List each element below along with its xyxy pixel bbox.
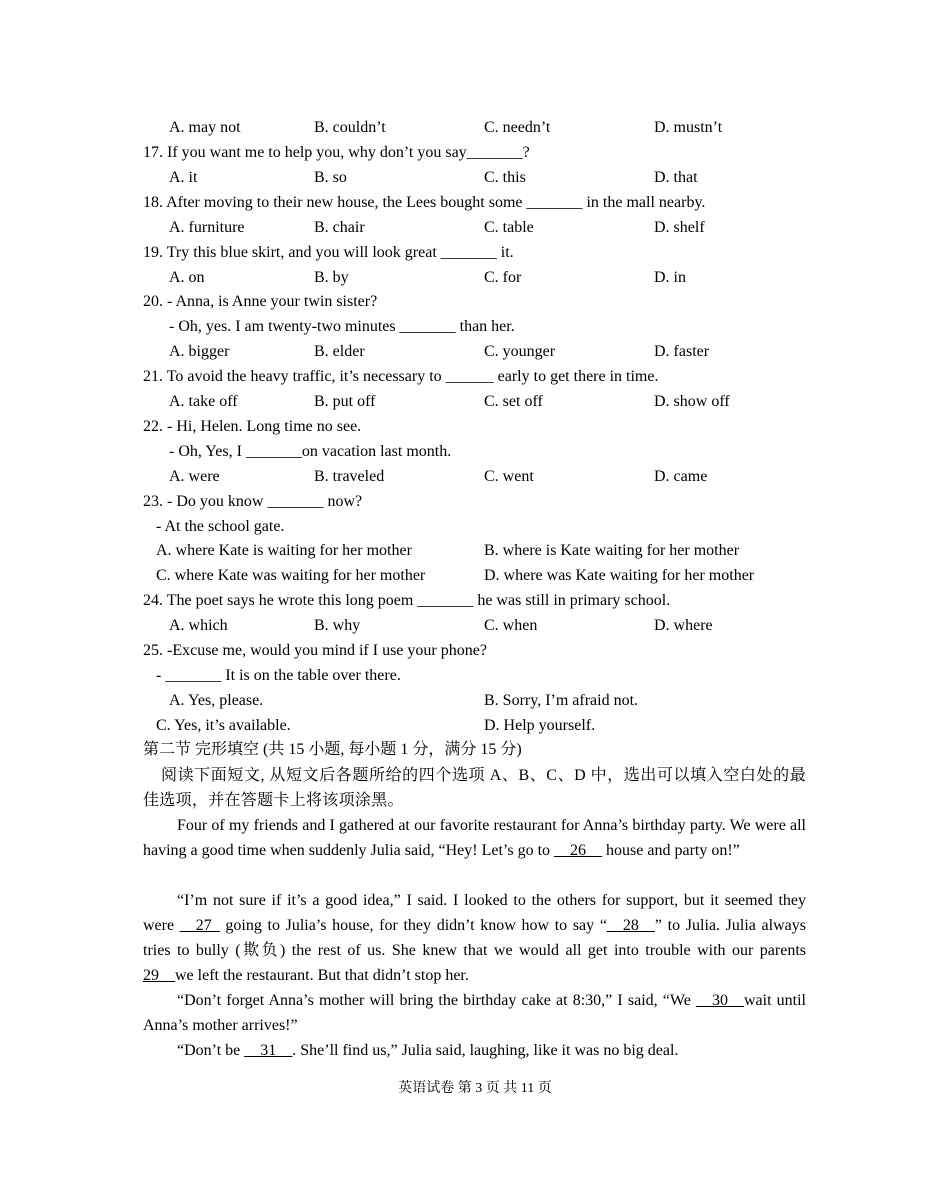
passage-text: Four of my friends and I gathered at our favorite restaurant for Anna’s birthday party. We were all having a good time when suddenly Julia said, “Hey! Let’s go to [143,817,806,859]
question-21-stem: 21. To avoid the heavy traffic, it’s necessary to ______ early to get there in time. [143,368,659,385]
blank-28: __28__ [606,917,655,934]
option-c: C. table [484,219,534,236]
option-b: B. where is Kate waiting for her mother [484,542,740,559]
passage-text: ” to Julia. Julia always tries to bully (欺负) the rest of us. She knew that we would all get into trouble with our parents [143,917,806,959]
question-23-stem: 23. - Do you know _______ now? [143,493,363,510]
option-a: A. it [169,169,198,186]
passage-text: wait until Anna’s mother arrives!” [143,992,807,1034]
option-a: A. may not [169,119,241,136]
option-c: C. this [484,169,526,186]
passage-paragraph [143,988,806,1038]
option-d: D. faster [654,343,710,360]
option-c: C. needn’t [484,119,551,136]
passage-text: “Don’t be [177,1042,245,1059]
option-c: C. when [484,617,538,634]
blank-29: 29__ [143,967,175,984]
option-d: D. Help yourself. [484,717,596,734]
passage-text: . She’ll find us,” Julia said, laughing, like it was no big deal. [292,1042,679,1059]
question-20-reply: - Oh, yes. I am twenty-two minutes _______ than her. [169,318,515,335]
question-25-reply: - _______ It is on the table over there. [156,667,401,684]
question-22-stem: 22. - Hi, Helen. Long time no see. [143,418,362,435]
blank-26: __26__ [554,842,603,859]
option-c: C. for [484,269,522,286]
blank-30: __30__ [695,992,744,1009]
option-b: B. traveled [314,468,385,485]
question-18-stem: 18. After moving to their new house, the Lees bought some _______ in the mall nearby. [143,194,706,211]
question-17-stem: 17. If you want me to help you, why don’t you say_______? [143,144,530,161]
passage-paragraph [143,1038,806,1063]
option-a: A. where Kate is waiting for her mother [156,542,412,559]
section-instruction: 阅读下面短文, 从短文后各题所给的四个选项 A、B、C、D 中，选出可以填入空白处的最佳选项，并在答题卡上将该项涂黑。 [143,767,806,809]
page-footer: 英语试卷 第 3 页 共 11 页 [398,1081,552,1096]
question-24-stem: 24. The poet says he wrote this long poem _______ he was still in primary school. [143,592,671,609]
question-22-reply: - Oh, Yes, I _______on vacation last month. [169,443,452,460]
option-a: A. furniture [169,219,245,236]
option-d: D. where was Kate waiting for her mother [484,567,755,584]
option-a: A. Yes, please. [169,692,264,709]
question-20-stem: 20. - Anna, is Anne your twin sister? [143,293,378,310]
option-b: B. by [314,269,349,286]
option-b: B. chair [314,219,365,236]
blank-31: __31__ [244,1042,293,1059]
blank-27: __27_ [179,917,220,934]
question-23-reply: - At the school gate. [156,518,285,535]
option-b: B. why [314,617,361,634]
option-b: B. put off [314,393,376,410]
passage-text: “Don’t forget Anna’s mother will bring the birthday cake at 8:30,” I said, “We [177,992,696,1009]
option-c: C. went [484,468,534,485]
option-a: A. were [169,468,220,485]
option-c: C. where Kate was waiting for her mother [156,567,426,584]
passage-paragraph [143,888,806,988]
option-a: A. bigger [169,343,230,360]
question-25-stem: 25. -Excuse me, would you mind if I use your phone? [143,642,487,659]
option-a: A. take off [169,393,238,410]
option-d: D. came [654,468,708,485]
passage-paragraph [143,813,806,863]
option-b: B. Sorry, I’m afraid not. [484,692,639,709]
option-d: D. mustn’t [654,119,723,136]
option-a: A. on [169,269,205,286]
passage-text: we left the restaurant. But that didn’t stop her. [175,967,469,984]
option-b: B. elder [314,343,365,360]
option-b: B. so [314,169,347,186]
option-d: D. show off [654,393,730,410]
option-a: A. which [169,617,228,634]
section-title: 第二节 完形填空 (共 15 小题, 每小题 1 分，满分 15 分) [143,741,522,758]
option-b: B. couldn’t [314,119,386,136]
option-d: D. shelf [654,219,705,236]
option-c: C. younger [484,343,556,360]
passage-text: “I’m not sure if it’s a good idea,” I said. I looked to the others for support, but it seemed they were [143,892,806,934]
option-c: C. set off [484,393,543,410]
option-d: D. in [654,269,686,286]
question-19-stem: 19. Try this blue skirt, and you will look great _______ it. [143,244,514,261]
passage-text: going to Julia’s house, for they didn’t know how to say “ [219,917,607,934]
option-d: D. that [654,169,698,186]
option-c: C. Yes, it’s available. [156,717,291,734]
passage-text: house and party on!” [602,842,740,859]
option-d: D. where [654,617,713,634]
